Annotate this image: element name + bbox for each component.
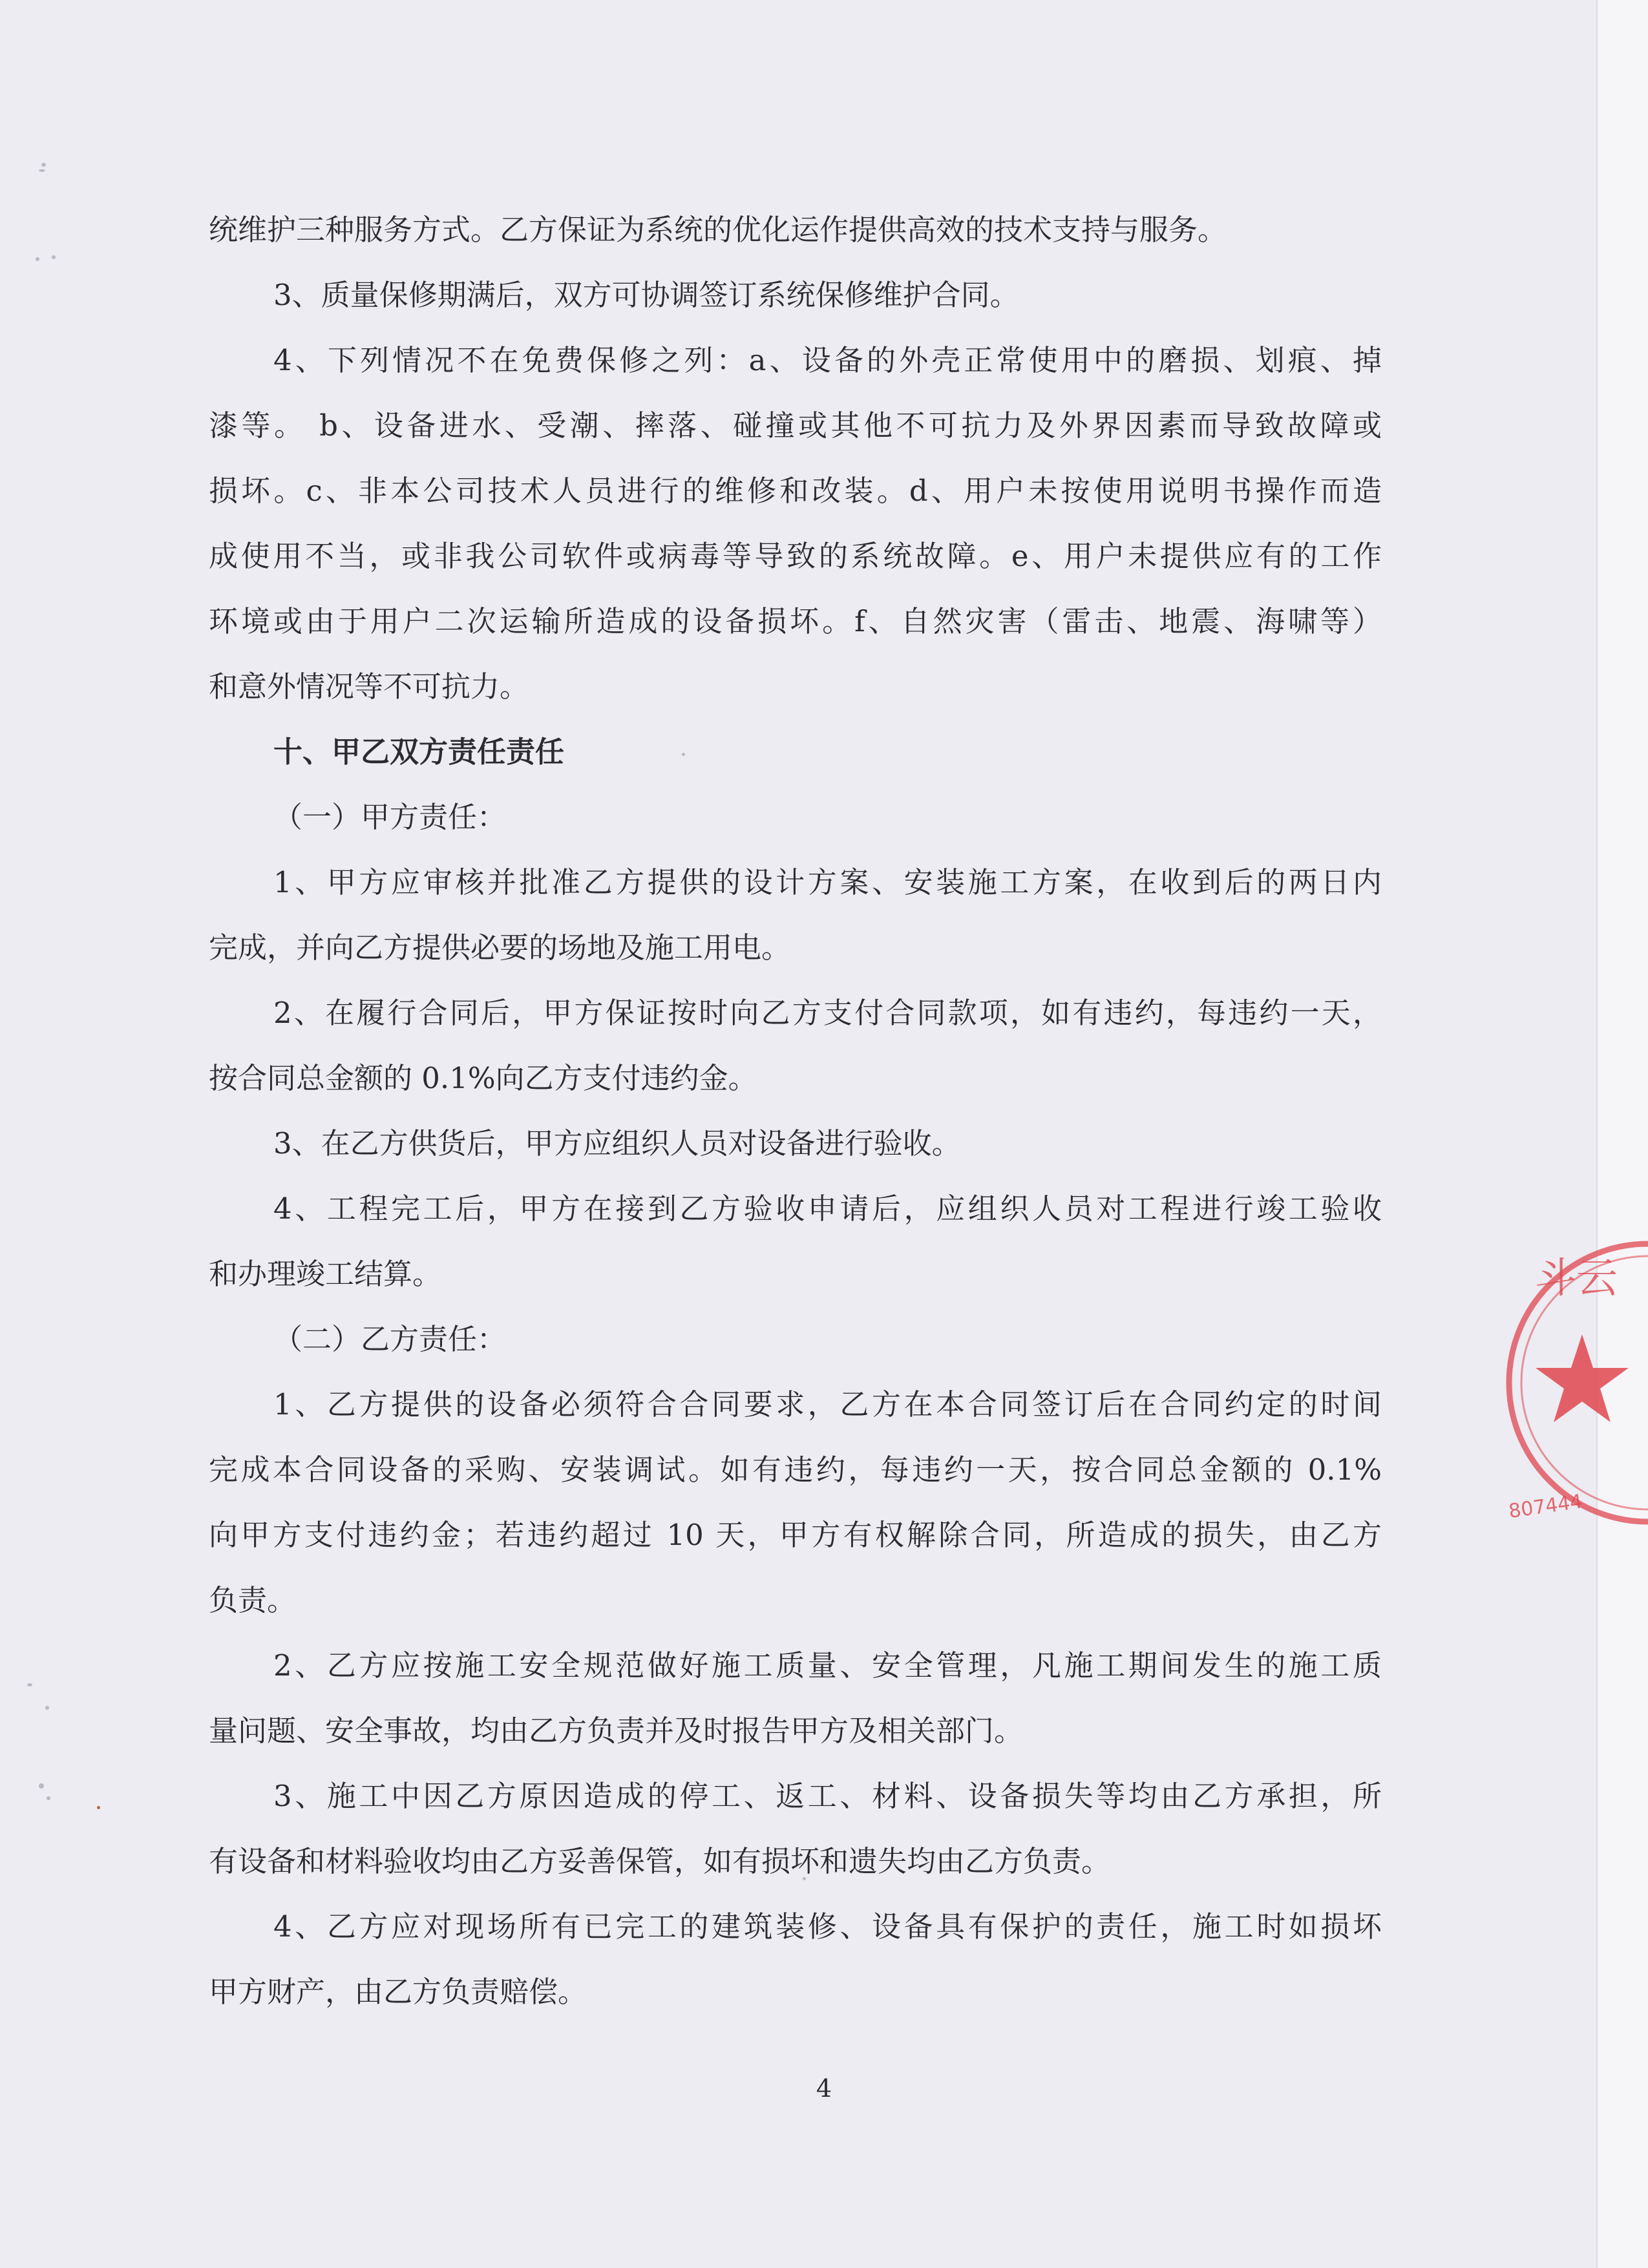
subsection-heading: （二）乙方责任： <box>273 1322 507 1356</box>
scan-mark <box>39 169 45 172</box>
paragraph-line: 量问题、安全事故，均由乙方负责并及时报告甲方及相关部门。 <box>209 1714 1024 1748</box>
paragraph-line: 和办理竣工结算。 <box>209 1257 442 1291</box>
seal-star-icon <box>1536 1334 1629 1422</box>
paragraph-line: 按合同总金额的 0.1%向乙方支付违约金。 <box>209 1061 757 1095</box>
paragraph-line: 成使用不当，或非我公司软件或病毒等导致的系统故障。e、用户未提供应有的工作 <box>209 539 1382 573</box>
section-heading: 十、甲乙双方责任责任 <box>273 735 565 769</box>
paragraph-line: 2、乙方应按施工安全规范做好施工质量、安全管理，凡施工期间发生的施工质 <box>273 1648 1382 1683</box>
scan-mark <box>27 1683 32 1686</box>
scan-mark <box>39 1783 44 1789</box>
paragraph-line: 4、乙方应对现场所有已完工的建筑装修、设备具有保护的责任，施工时如损坏 <box>273 1909 1382 1944</box>
paragraph-line: 完成本合同设备的采购、安装调试。如有违约，每违约一天，按合同总金额的 0.1% <box>209 1453 1382 1487</box>
paragraph-line: 1、甲方应审核并批准乙方提供的设计方案、安装施工方案，在收到后的两日内 <box>273 865 1382 899</box>
paragraph-line: 4、工程完工后，甲方在接到乙方验收申请后，应组织人员对工程进行竣工验收 <box>273 1192 1382 1226</box>
page-number: 4 <box>816 2074 832 2103</box>
document-body <box>209 197 1382 2024</box>
paragraph-line: 3、在乙方供货后，甲方应组织人员对设备进行验收。 <box>273 1126 961 1160</box>
paragraph-line: 完成，并向乙方提供必要的场地及施工用电。 <box>209 930 791 965</box>
company-seal-stamp <box>1499 1202 1648 1564</box>
subsection-heading: （一）甲方责任： <box>273 800 507 834</box>
paragraph-line: 4、下列情况不在免费保修之列：a、设备的外壳正常使用中的磨损、划痕、掉 <box>273 343 1382 377</box>
paragraph-line: 漆等。 b、设备进水、受潮、摔落、碰撞或其他不可抗力及外界因素而导致故障或 <box>209 408 1382 443</box>
scan-mark <box>47 1796 50 1800</box>
seal-text-top: 斗云 <box>1535 1255 1618 1303</box>
paragraph-line: 和意外情况等不可抗力。 <box>209 669 529 704</box>
paragraph-line: 负责。 <box>209 1583 297 1617</box>
paragraph-line: 损坏。c、非本公司技术人员进行的维修和改装。d、用户未按使用说明书操作而造 <box>209 474 1382 508</box>
scan-edge <box>1596 0 1648 2268</box>
scan-mark <box>41 163 46 167</box>
paragraph-line: 有设备和材料验收均由乙方妥善保管，如有损坏和遗失均由乙方负责。 <box>209 1844 1111 1878</box>
paragraph-line: 3、质量保修期满后，双方可协调签订系统保修维护合同。 <box>273 278 1019 312</box>
paragraph-line: 环境或由于用户二次运输所造成的设备损坏。f、自然灾害（雷击、地震、海啸等） <box>209 604 1382 638</box>
paragraph-line: 1、乙方提供的设备必须符合合同要求，乙方在本合同签订后在合同约定的时间 <box>273 1387 1382 1422</box>
paragraph-line: 统维护三种服务方式。乙方保证为系统的优化运作提供高效的技术支持与服务。 <box>209 213 1227 247</box>
seal-number: 807444 <box>1507 1490 1584 1524</box>
paragraph-line: 2、在履行合同后，甲方保证按时向乙方支付合同款项，如有违约，每违约一天， <box>273 996 1382 1030</box>
scan-mark <box>97 1806 100 1809</box>
paragraph-line: 甲方财产，由乙方负责赔偿。 <box>209 1975 587 2009</box>
scan-mark <box>36 257 39 261</box>
scan-mark <box>45 1706 49 1710</box>
scan-mark <box>52 255 56 259</box>
paragraph-line: 向甲方支付违约金；若违约超过 10 天，甲方有权解除合同，所造成的损失，由乙方 <box>209 1518 1382 1552</box>
paragraph-line: 3、施工中因乙方原因造成的停工、返工、材料、设备损失等均由乙方承担，所 <box>273 1779 1382 1813</box>
